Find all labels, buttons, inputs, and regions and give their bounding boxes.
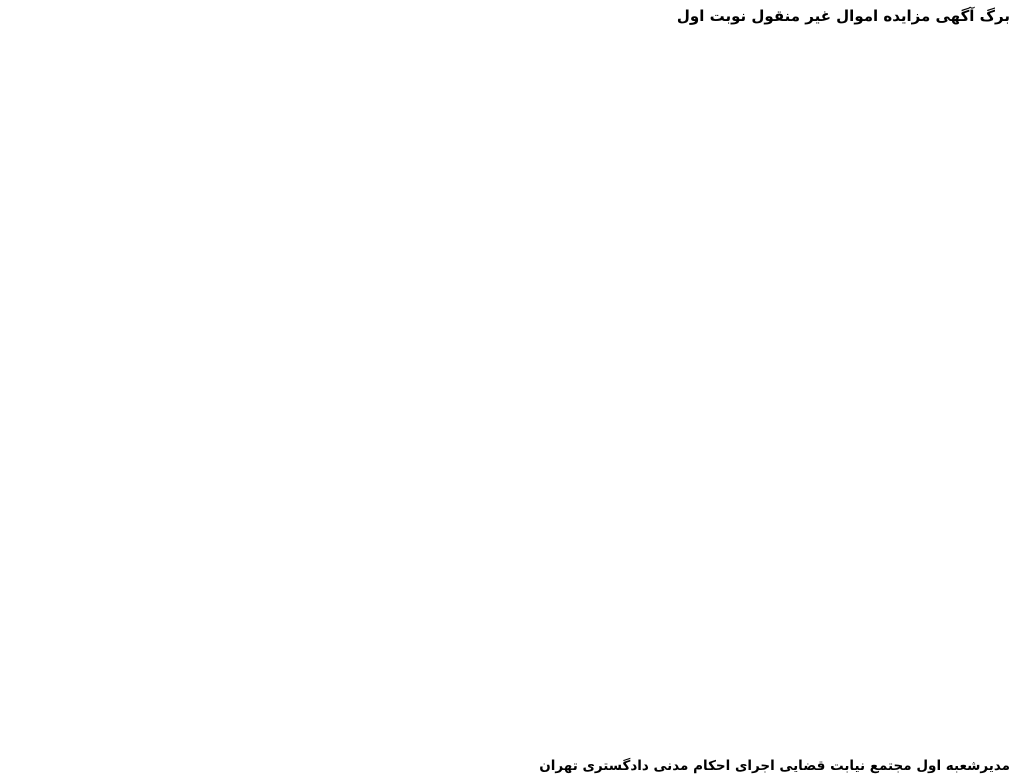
- footer-signature-line: مدیرشعبه اول مجتمع نیابت قضایی اجرای احکام مدنی دادگستری تهران: [539, 758, 1010, 774]
- notice-footer: [14, 757, 1010, 776]
- notice-body: [14, 36, 1010, 753]
- notice-title: برگ آگهی مزایده اموال غیر منقول نوبت اول: [676, 7, 1010, 25]
